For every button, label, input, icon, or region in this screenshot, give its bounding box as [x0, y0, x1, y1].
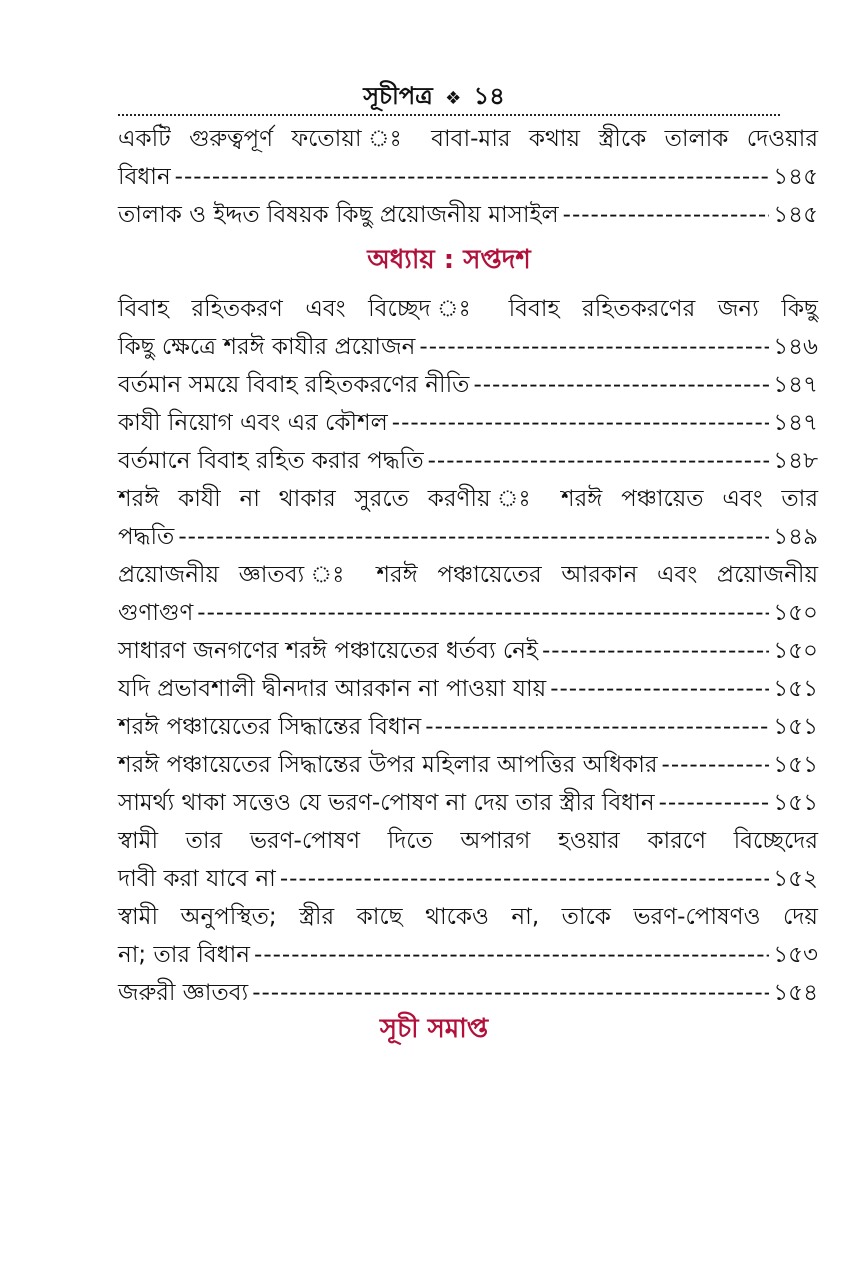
toc-entry-line: শরঈ কাযী না থাকার সুরতে করণীয় ঃ শরঈ পঞ্চায়েত এবং তার	[118, 486, 818, 512]
toc-entry-last-line	[118, 632, 818, 670]
toc-page-number: ১৪৫	[773, 202, 818, 228]
toc-entry-last-line	[118, 784, 818, 822]
leader-dots	[392, 404, 769, 442]
toc-entry	[118, 120, 818, 196]
diamond-icon: ❖	[445, 88, 462, 109]
leader-dots	[254, 936, 769, 974]
toc-entry-title: পদ্ধতি	[118, 524, 175, 550]
toc-page-number: ১৫০	[773, 600, 818, 626]
leader-dots	[425, 708, 769, 746]
toc-page-number: ১৫১	[773, 676, 818, 702]
toc-entry-last-line	[118, 328, 818, 366]
toc-entry-title: না; তার বিধান	[118, 942, 251, 968]
toc-page-number: ১৫৩	[773, 942, 818, 968]
toc-entry	[118, 898, 818, 974]
toc-entry-title: সামর্থ্য থাকা সত্তেও যে ভরণ-পোষণ না দেয় তার স্ত্রীর বিধান	[118, 790, 655, 816]
toc-entry	[118, 556, 818, 632]
toc-entry-title: বর্তমান সময়ে বিবাহ রহিতকরণের নীতি	[118, 372, 470, 398]
table-of-contents	[118, 120, 818, 1012]
toc-entries-after	[118, 290, 818, 1012]
toc-entry-last-line	[118, 708, 818, 746]
toc-entry	[118, 196, 818, 234]
leader-dots	[542, 632, 769, 670]
header-divider	[118, 114, 780, 116]
toc-entry	[118, 480, 818, 556]
leader-dots	[178, 518, 769, 556]
leader-dots	[197, 594, 769, 632]
end-heading: সূচী সমাপ্ত	[379, 1014, 489, 1044]
leader-dots	[280, 860, 769, 898]
toc-entry-last-line	[118, 936, 818, 974]
chapter-heading: অধ্যায় : সপ্তদশ	[367, 245, 531, 275]
toc-entry	[118, 290, 818, 366]
leader-dots	[419, 328, 769, 366]
toc-page-number: ১৫১	[773, 714, 818, 740]
toc-page-number: ১৫২	[773, 866, 818, 892]
leader-dots	[428, 442, 770, 480]
toc-page-number: ১৫১	[773, 752, 818, 778]
toc-entry-title: তালাক ও ইদ্দত বিষয়ক কিছু প্রয়োজনীয় মাসাইল	[118, 202, 559, 228]
leader-dots	[473, 366, 769, 404]
toc-entry-title: কাযী নিয়োগ এবং এর কৌশল	[118, 410, 388, 436]
toc-page-number: ১৪৮	[773, 448, 818, 474]
toc-page-number: ১৪৫	[773, 164, 818, 190]
toc-entry-last-line	[118, 518, 818, 556]
toc-entry-title: গুণাগুণ	[118, 600, 194, 626]
toc-page-number: ১৫১	[773, 790, 818, 816]
toc-entry-title: কিছু ক্ষেত্রে শরঈ কাযীর প্রয়োজন	[118, 334, 416, 360]
toc-entry-last-line	[118, 158, 818, 196]
toc-entry	[118, 974, 818, 1012]
toc-entry-last-line	[118, 442, 818, 480]
toc-page-number: ১৪৯	[773, 524, 818, 550]
toc-entry-last-line	[118, 860, 818, 898]
toc-entry-last-line	[118, 974, 818, 1012]
toc-page-number: ১৫০	[773, 638, 818, 664]
toc-entries-before	[118, 120, 818, 234]
toc-page-number: ১৫৪	[773, 980, 818, 1006]
toc-entry-line: স্বামী অনুপস্থিত; স্ত্রীর কাছে থাকেও না, তাকে ভরণ-পোষণও দেয়	[118, 904, 818, 930]
toc-entry	[118, 404, 818, 442]
toc-entry-last-line	[118, 196, 818, 234]
toc-entry-title: সাধারণ জনগণের শরঈ পঞ্চায়েতের ধর্তব্য নেই	[118, 638, 538, 664]
leader-dots	[550, 670, 769, 708]
toc-entry-last-line	[118, 404, 818, 442]
toc-entry	[118, 784, 818, 822]
toc-entry	[118, 632, 818, 670]
toc-entry-title: দাবী করা যাবে না	[118, 866, 276, 892]
toc-entry-last-line	[118, 670, 818, 708]
toc-entry-title: শরঈ পঞ্চায়েতের সিদ্ধান্তের উপর মহিলার আপত্তির অধিকার	[118, 752, 658, 778]
toc-entry	[118, 366, 818, 404]
leader-dots	[563, 196, 770, 234]
toc-entry-title: জরুরী জ্ঞাতব্য	[118, 980, 249, 1006]
toc-entry-last-line	[118, 366, 818, 404]
toc-entry-line: বিবাহ রহিতকরণ এবং বিচ্ছেদ ঃ বিবাহ রহিতকরণের জন্য কিছু	[118, 296, 818, 322]
toc-page-number: ১৪৭	[773, 372, 818, 398]
toc-entry-title: যদি প্রভাবশালী দ্বীনদার আরকান না পাওয়া যায়	[118, 676, 547, 702]
toc-entry-title: শরঈ পঞ্চায়েতের সিদ্ধান্তের বিধান	[118, 714, 422, 740]
leader-dots	[659, 784, 770, 822]
toc-page-number: ১৪৭	[773, 410, 818, 436]
toc-entry-title: বিধান	[118, 164, 171, 190]
toc-page-number: ১৪৬	[773, 334, 818, 360]
leader-dots	[662, 746, 770, 784]
toc-entry-last-line	[118, 594, 818, 632]
toc-entry-last-line	[118, 746, 818, 784]
toc-entry	[118, 670, 818, 708]
header-page-number: ১৪	[473, 82, 505, 110]
toc-entry-line: স্বামী তার ভরণ-পোষণ দিতে অপারগ হওয়ার কারণে বিচ্ছেদের	[118, 828, 818, 854]
leader-dots	[252, 974, 769, 1012]
toc-entry-line: একটি গুরুত্বপূর্ণ ফতোয়া ঃ বাবা-মার কথায় স্ত্রীকে তালাক দেওয়ার	[118, 126, 818, 152]
page-header	[0, 78, 868, 118]
toc-entry-title: বর্তমানে বিবাহ রহিত করার পদ্ধতি	[118, 448, 424, 474]
toc-entry	[118, 822, 818, 898]
toc-entry	[118, 708, 818, 746]
toc-entry	[118, 442, 818, 480]
toc-entry	[118, 746, 818, 784]
leader-dots	[175, 158, 770, 196]
toc-entry-line: প্রয়োজনীয় জ্ঞাতব্য ঃ শরঈ পঞ্চায়েতের আরকান এবং প্রয়োজনীয়	[118, 562, 818, 588]
header-title: সূচীপত্র	[363, 82, 433, 110]
